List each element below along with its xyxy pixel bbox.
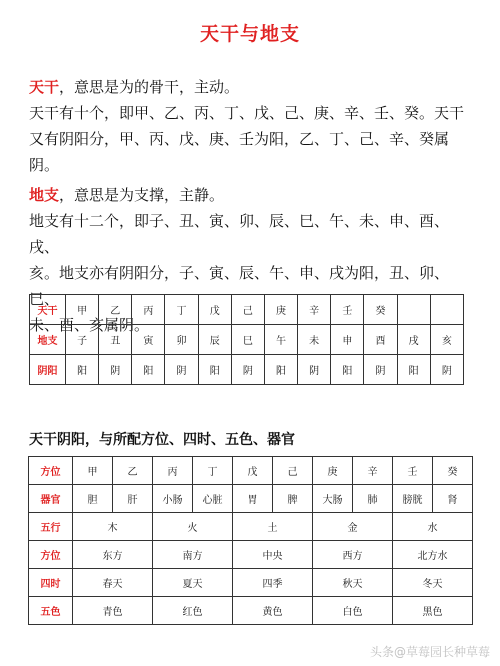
table-cell: 阳 [66,355,99,385]
table-cell: 阴 [364,355,397,385]
table-cell: 癸 [364,295,397,325]
table-cell: 甲 [73,457,113,485]
table-cell: 胆 [73,485,113,513]
tiangan-line-3: 又有阴阳分，甲、丙、戊、庚、壬为阳，乙、丁、己、辛、癸属阴。 [29,130,450,174]
table-cell: 丁 [165,295,198,325]
table-cell: 南方 [153,541,233,569]
table-cell: 大肠 [313,485,353,513]
table-cell: 子 [66,325,99,355]
table-cell: 土 [233,513,313,541]
table-cell: 北方水 [393,541,473,569]
table-cell: 肾 [433,485,473,513]
table-row [29,541,473,569]
tiangan-paragraph [29,74,475,178]
table-row [29,597,473,625]
tiangan-term: 天干 [29,78,60,96]
dizhi-line-2: 地支有十二个，即子、丑、寅、卯、辰、巳、午、未、申、酉、戌、 [29,212,450,256]
table-cell: 心脏 [193,485,233,513]
watermark: 头条@草莓园长种草莓 [369,645,490,659]
table-cell: 夏天 [153,569,233,597]
table-cell: 红色 [153,597,233,625]
table-cell: 阳 [331,355,364,385]
table-cell: 白色 [313,597,393,625]
table-cell: 丑 [99,325,132,355]
tiangan-line-1 [29,74,475,100]
table-cell: 乙 [113,457,153,485]
table-cell: 阴 [165,355,198,385]
table-row [30,355,464,385]
row-label: 五色 [29,597,73,625]
table-cell: 亥 [430,325,463,355]
table-cell: 春天 [73,569,153,597]
table-cell: 未 [298,325,331,355]
table-cell: 东方 [73,541,153,569]
table-cell: 西方 [313,541,393,569]
table-cell: 冬天 [393,569,473,597]
table-cell: 阴 [231,355,264,385]
row-label: 地支 [30,325,66,355]
row-label: 方位 [29,457,73,485]
table-cell: 阳 [132,355,165,385]
dizhi-line-4: 未、酉、亥属阴。 [29,316,150,334]
table-row [30,325,464,355]
table-cell: 阳 [198,355,231,385]
table-cell: 申 [331,325,364,355]
table-cell: 壬 [331,295,364,325]
table-cell: 阳 [397,355,430,385]
table-cell: 阴 [99,355,132,385]
row-label: 方位 [29,541,73,569]
table-cell: 黄色 [233,597,313,625]
table-cell: 酉 [364,325,397,355]
table-cell: 水 [393,513,473,541]
section-subtitle: 天干阴阳，与所配方位、四时、五色、器官 [29,432,295,448]
table-cell: 黑色 [393,597,473,625]
table-cell: 丁 [193,457,233,485]
table-cell: 庚 [313,457,353,485]
table-cell: 丙 [153,457,193,485]
table-cell: 壬 [393,457,433,485]
table-cell: 肺 [353,485,393,513]
table-cell: 午 [264,325,297,355]
table-cell: 小肠 [153,485,193,513]
attributes-table [28,456,473,625]
table-cell: 己 [231,295,264,325]
dizhi-line-3: 亥。地支亦有阴阳分，子、寅、辰、午、申、戌为阳，丑、卯、巳、 [29,264,450,308]
table-row [29,569,473,597]
row-label: 四时 [29,569,73,597]
table-cell: 癸 [433,457,473,485]
table-row [29,457,473,485]
table-cell: 庚 [264,295,297,325]
table-cell: 木 [73,513,153,541]
table-cell: 四季 [233,569,313,597]
table-cell: 胃 [233,485,273,513]
page-title: 天干与地支 [199,23,300,45]
table-cell: 戊 [198,295,231,325]
ganzhi-table [29,294,464,385]
dizhi-line-1 [29,182,475,208]
table-cell: 戊 [233,457,273,485]
table-cell: 秋天 [313,569,393,597]
table-cell: 卯 [165,325,198,355]
table-cell: 己 [273,457,313,485]
table-cell [430,295,463,325]
table-cell: 辛 [298,295,331,325]
table-cell: 中央 [233,541,313,569]
table-cell: 阴 [298,355,331,385]
dizhi-line-1-text: ，意思是为支撑，主静。 [59,186,225,204]
table-cell: 脾 [273,485,313,513]
table-cell: 辰 [198,325,231,355]
table-row [29,485,473,513]
table-cell: 寅 [132,325,165,355]
table-cell: 巳 [231,325,264,355]
table-row [30,295,464,325]
row-label: 天干 [30,295,66,325]
table-cell [397,295,430,325]
table-cell: 青色 [73,597,153,625]
table-row [29,513,473,541]
table-cell: 丙 [132,295,165,325]
table-cell: 金 [313,513,393,541]
table-cell: 膀胱 [393,485,433,513]
row-label: 器官 [29,485,73,513]
table-cell: 戌 [397,325,430,355]
table-cell: 乙 [99,295,132,325]
table-cell: 肝 [113,485,153,513]
table-cell: 火 [153,513,233,541]
row-label: 阴阳 [30,355,66,385]
table-cell: 甲 [66,295,99,325]
table-cell: 阴 [430,355,463,385]
table-cell: 辛 [353,457,393,485]
tiangan-line-2: 天干有十个，即甲、乙、丙、丁、戊、己、庚、辛、壬、癸。天干 [29,104,465,122]
tiangan-line-1-text: ，意思是为的骨干，主动。 [59,78,240,96]
table-cell: 阳 [264,355,297,385]
dizhi-term: 地支 [29,186,60,204]
row-label: 五行 [29,513,73,541]
